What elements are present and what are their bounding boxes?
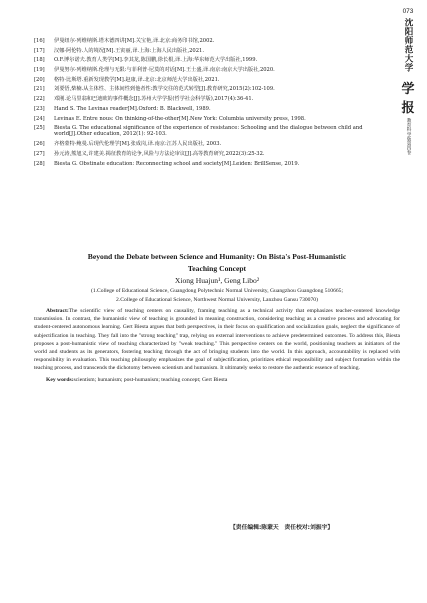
abstract-paragraph <box>34 307 400 373</box>
reference-number: [22] <box>34 96 45 103</box>
reference-number: [27] <box>34 150 45 157</box>
journal-name: 沈阳师范大学 <box>403 18 413 72</box>
affiliation-1: (1.College of Educational Science, Guangdong Polytechnic Normal University, Guangzhou Guangdong 510665; <box>90 288 344 294</box>
reference-item <box>34 96 374 102</box>
reference-number: [28] <box>34 160 45 167</box>
reference-text: 邓刚.论马里翁和巴迪欧的事件概念[J].苏州大学学报(哲学社会科学版),2017(4):36-41. <box>54 96 254 103</box>
reference-number: [26] <box>34 141 45 148</box>
reference-text: Biesta G. Obstinate education: Reconnecting school and society[M].Leiden: BrillSense, 2019. <box>54 160 300 167</box>
reference-number: [16] <box>34 38 45 44</box>
affiliation-2: 2.College of Educational Science, Northwest Normal University, Lanzhou Gansu 730070) <box>116 296 318 303</box>
reference-item <box>34 141 374 147</box>
journal-emblem-text: 学报 <box>401 82 415 116</box>
reference-number: [19] <box>34 67 45 74</box>
reference-text: 伊曼纽尔·列维纳斯.塔木德四讲[M].关宝艳,译.北京:商务印书馆,2002. <box>54 38 215 44</box>
reference-item <box>34 125 374 138</box>
reference-number: [23] <box>34 105 45 112</box>
reference-text: Hand S. The Levinas reader[M].Oxford: B. Blackwell, 1989. <box>54 105 211 112</box>
article-title-line-2: Teaching Concept <box>187 264 247 273</box>
reference-text: 刘要悟,柴楠.从主体性、主体间性到他者性:教学交往的范式转型[J].教育研究,2015(2):102-109. <box>54 86 275 93</box>
reference-text: 格特·比斯塔.重新发现教学[M].赵康,译.北京:北京师范大学出版社,2021. <box>54 76 220 83</box>
reference-list <box>34 38 374 170</box>
reference-text: 齐格蒙特·鲍曼.后现代伦理学[M].张成岗,译.南京:江苏人民出版社, 2003. <box>54 141 222 148</box>
reference-number: [21] <box>34 86 45 93</box>
reference-item <box>34 38 374 44</box>
reference-item <box>34 57 374 63</box>
reference-number: [20] <box>34 76 45 83</box>
article-authors: Xiong Huajun¹, Geng Libo² <box>174 276 260 285</box>
reference-text: 汉娜·阿伦特.人的境况[M].王寅丽,译.上海:上海人民出版社,2021. <box>54 47 204 54</box>
reference-text: 伊曼努尔·列维纳斯.伦理与无限:与菲利普·尼莫的对话[M].王士盛,译.南京:南京大学出版社,2020. <box>54 67 275 74</box>
reference-item <box>34 67 374 73</box>
reference-item <box>34 77 374 83</box>
reference-text: O.F.博尔诺夫.教育人类学[M].李其龙,陈国鹏,徐长根,译.上海:华东师范大学出版社,1999. <box>54 57 258 64</box>
keywords-paragraph <box>34 376 400 384</box>
reference-number: [18] <box>34 57 45 64</box>
journal-sidebar <box>397 8 419 159</box>
reference-number: [17] <box>34 47 45 54</box>
reference-item <box>34 161 374 167</box>
journal-issue: 教育科学版第四卷 <box>406 118 411 155</box>
article-affiliations <box>34 287 400 304</box>
abstract-label: Abstract: <box>46 308 69 314</box>
reference-number: [25] <box>34 125 45 132</box>
reference-text: 孙元涛,熊旭义,许建美.揭征教育的论争,风险与方法论审议[J].高等教育研究,2022(3):25-32. <box>54 150 265 157</box>
reference-number: [24] <box>34 115 45 122</box>
keywords-text: scientism; humanism; post-humanism; teaching concept; Gert Biesta <box>73 376 228 383</box>
reference-text: Biesta G. The educational significance of the experience of resistance: Schooling and the dialogue between child and world[J].Other education, 2012(1): 92-103. <box>54 125 363 138</box>
reference-text: Levinas E. Entre nous: On thinking-of-the-other[M].New York: Columbia university press, 1998. <box>54 115 306 122</box>
editor-credit: 【责任编辑:陈蒙天 责任校对:刘振宇】 <box>230 525 334 531</box>
page-number: 073 <box>402 8 414 15</box>
reference-item <box>34 116 374 122</box>
article-title-line-1: Beyond the Debate between Science and Humanity: On Bista's Post-Humanistic <box>87 252 347 261</box>
keywords-label: Key words: <box>46 376 74 383</box>
english-abstract-section <box>34 251 400 384</box>
reference-item <box>34 106 374 112</box>
reference-item <box>34 86 374 92</box>
abstract-text: The scientific view of teaching centers on causality, framing teaching as a technical activity that emphasizes teacher-centered knowledge transmission. In contrast, the humanistic view of teaching is grounded in meaning construction, considering teaching as a creative process and advocating for student-centered autonomous learning. Gert Biesta argues that both perspectives, in their focus on qualification and socialization goals, neglect the significance of subjectification in teaching. They fall into the "strong teaching" trap, relying on external interventions to achieve predetermined outcomes. To address this, Biesta proposes a post-humanistic view of teaching characterized by "weak teaching." This perspective centers on the world, positioning teachers as initiators of the world and students as its generators, fostering teaching through the act of bringing students into the world. In this approach, accountability is replaced with responsibility in evaluation. This teaching philosophy emphasizes the goal of subjectification, prioritizes ethical responsibility and subject formation within the teaching process, and transcends the dichotomy between scientism and humanism. It ultimately seeks to restore the authentic essence of teaching. <box>34 308 400 372</box>
article-title <box>34 251 400 275</box>
reference-item <box>34 151 374 157</box>
reference-item <box>34 48 374 54</box>
